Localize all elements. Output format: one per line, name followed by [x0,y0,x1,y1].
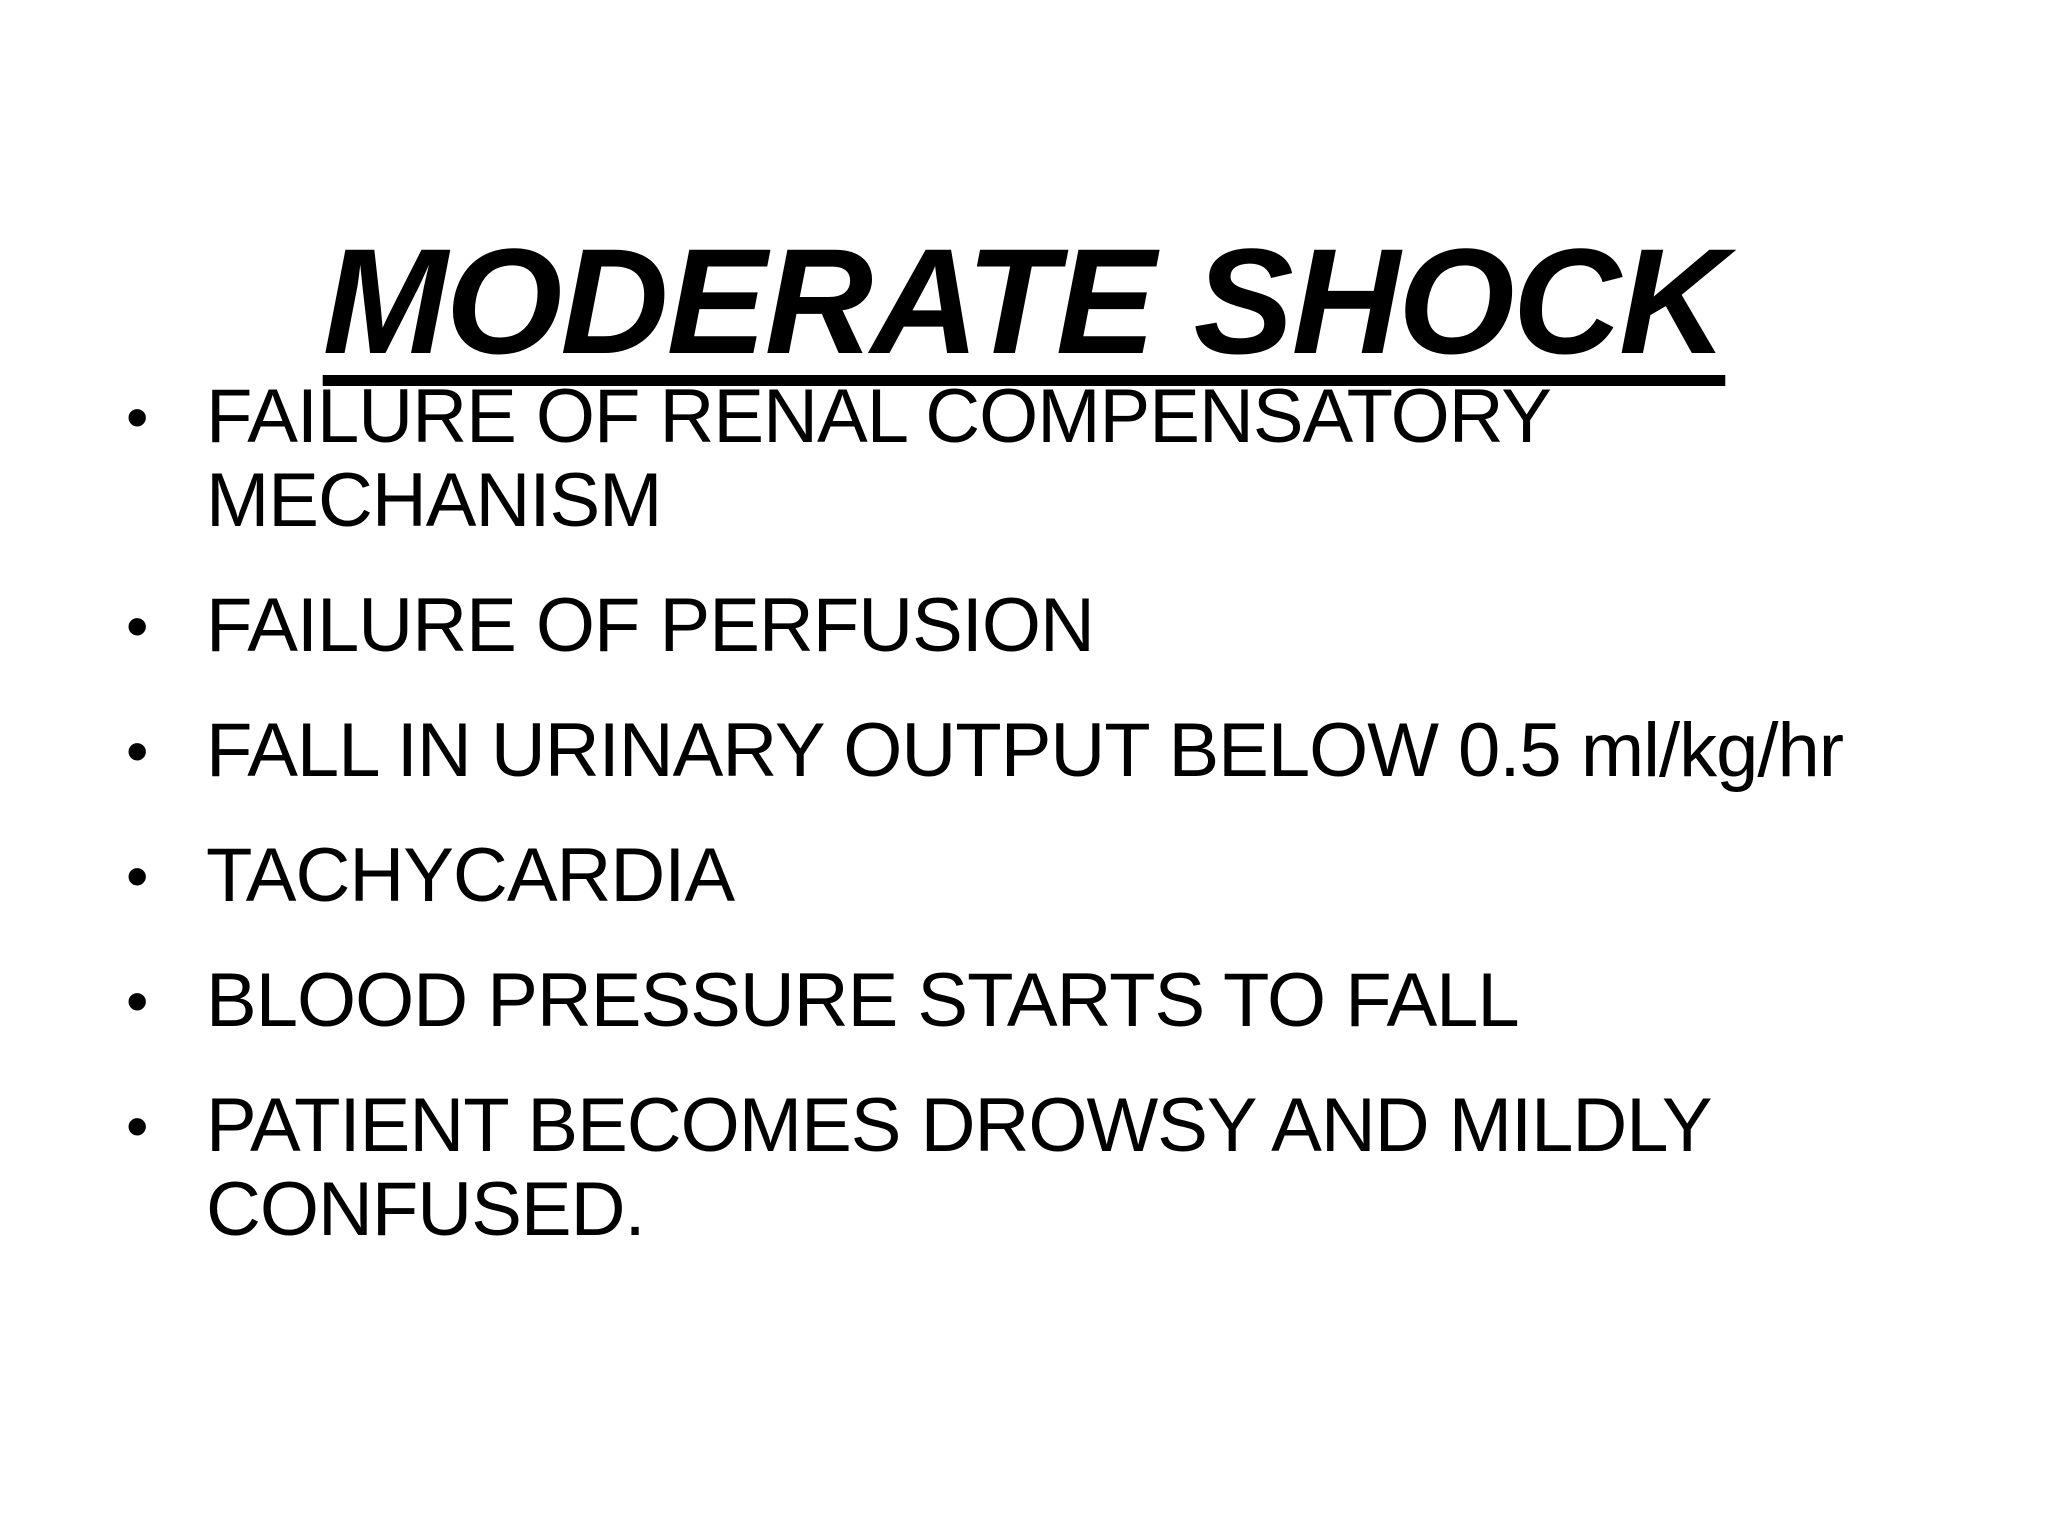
bullet-dot-icon: • [126,965,148,1037]
bullet-item [120,375,2000,543]
bullet-text: PATIENT BECOMES DROWSY AND MILDLY CONFUSED. [206,1083,1711,1252]
bullet-item [120,1084,1786,1252]
bullet-dot-icon: • [126,590,148,662]
bullet-text: FALL IN URINARY OUTPUT BELOW 0.5 ml/kg/hr [206,708,1844,793]
bullet-dot-icon: • [126,715,148,787]
bullet-item [120,834,2000,918]
bullet-item [120,959,2000,1043]
bullet-dot-icon: • [126,381,148,453]
bullet-text: TACHYCARDIA [206,833,735,918]
bullet-text: FAILURE OF PERFUSION [206,583,1094,668]
bullet-text: BLOOD PRESSURE STARTS TO FALL [206,958,1519,1043]
bullet-dot-icon: • [126,840,148,912]
slide-title [0,216,2048,385]
bullet-list [120,375,2000,1293]
bullet-item [120,584,2000,668]
bullet-text: FAILURE OF RENAL COMPENSATORY MECHANISM [206,374,1550,543]
bullet-dot-icon: • [126,1090,148,1162]
bullet-item [120,709,2000,793]
slide-title-text: MODERATE SHOCK [322,216,1726,385]
